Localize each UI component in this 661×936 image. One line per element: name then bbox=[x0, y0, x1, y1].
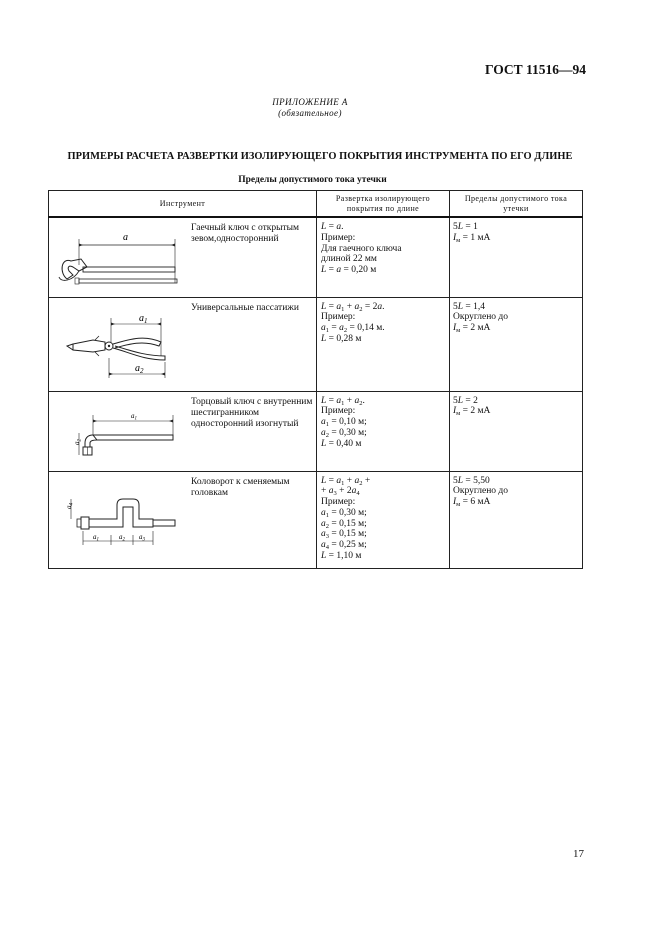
pliers-icon bbox=[53, 300, 185, 388]
col-limit-header-line1: Пределы допустимого тока bbox=[464, 193, 568, 203]
table-row bbox=[49, 217, 583, 297]
table-title: Пределы допустимого тока утечки bbox=[238, 175, 387, 185]
limit-rounded-label: Округлено до bbox=[453, 486, 509, 497]
calc-value: $a_1 = 0,30$ м; bbox=[321, 507, 367, 519]
calc-formula: $L = a_1 + a_2$. bbox=[321, 395, 365, 407]
limit-cell bbox=[450, 391, 583, 471]
calc-value: $a_1 = a_2 = 0,14$ м. bbox=[321, 323, 385, 335]
fig-label-a2: $a_2$ bbox=[73, 438, 83, 445]
fig-label-a: a bbox=[123, 232, 128, 243]
tool-cell bbox=[49, 391, 317, 471]
calc-value: $a_3 = 0,15$ м; bbox=[321, 529, 367, 541]
appendix-note: (обязательное) bbox=[278, 108, 342, 118]
fig-label-a1: $a_1$ bbox=[93, 532, 99, 542]
calc-formula: $L = a_1 + a_2$ + bbox=[321, 475, 371, 487]
limit-cell bbox=[450, 217, 583, 297]
leakage-table bbox=[48, 190, 583, 569]
calc-cell bbox=[317, 471, 450, 568]
appendix-title: ПРИЛОЖЕНИЕ А bbox=[272, 97, 348, 107]
page-title: ПРИМЕРЫ РАСЧЕТА РАЗВЕРТКИ ИЗОЛИРУЮЩЕГО ПОКРЫТИЯ ИНСТРУМЕНТА ПО ЕГО ДЛИНЕ bbox=[67, 151, 573, 162]
appendix-label bbox=[0, 97, 620, 119]
tool-name: Гаечный ключ с открытым зевом,односторонний bbox=[191, 223, 300, 244]
limit-current: $I_м = 2$ мА bbox=[453, 406, 491, 418]
calc-example-label: Пример: bbox=[321, 497, 356, 508]
calc-value: $a_1 = 0,10$ м; bbox=[321, 417, 367, 429]
limit-5l: 5L = 2 bbox=[453, 395, 478, 406]
calc-note-line: длиной 22 мм bbox=[321, 254, 377, 265]
fig-label-a3: $a_3$ bbox=[139, 532, 145, 542]
limit-cell bbox=[450, 297, 583, 391]
calc-example-label: Пример: bbox=[321, 232, 356, 243]
tool-cell bbox=[49, 471, 317, 568]
socket-wrench-icon bbox=[53, 395, 185, 467]
fig-label-a1: $a_1$ bbox=[131, 411, 137, 421]
fig-label-a1: $a_1$ bbox=[139, 312, 148, 325]
calc-result: L = 0,40 м bbox=[321, 438, 362, 449]
table-row bbox=[49, 297, 583, 391]
calc-value: $a_2 = 0,15$ м; bbox=[321, 518, 367, 530]
col-tool-header: Инструмент bbox=[49, 191, 317, 218]
limit-5l: 5L = 1,4 bbox=[453, 301, 486, 312]
tool-name: Торцовый ключ с внутренним шестигранником односторонний изогнутый bbox=[191, 396, 313, 429]
fig-label-a2: $a_2$ bbox=[119, 532, 125, 542]
crank-brace-icon bbox=[53, 475, 185, 565]
tool-cell bbox=[49, 217, 317, 297]
table-row bbox=[49, 471, 583, 568]
tool-cell bbox=[49, 297, 317, 391]
calc-result: L = a = 0,20 м bbox=[321, 265, 377, 276]
col-calc-header bbox=[317, 191, 450, 218]
open-wrench-icon bbox=[53, 221, 185, 295]
limit-current: $I_м = 2$ мА bbox=[453, 323, 491, 335]
tool-name: Универсальные пассатижи bbox=[191, 302, 299, 313]
limit-5l: 5L = 5,50 bbox=[453, 475, 490, 486]
calc-result: L = 1,10 м bbox=[321, 551, 362, 562]
fig-label-a2: $a_2$ bbox=[135, 362, 144, 375]
calc-example-label: Пример: bbox=[321, 312, 356, 323]
calc-value: $a_2 = 0,30$ м; bbox=[321, 427, 367, 439]
calc-formula: $L = a_1 + a_2 = 2a$. bbox=[321, 301, 385, 313]
calc-note-line: Для гаечного ключа bbox=[321, 243, 402, 254]
limit-5l: 5L = 1 bbox=[453, 222, 478, 232]
calc-formula: L = a. bbox=[321, 222, 344, 232]
col-limit-header bbox=[450, 191, 583, 218]
standard-number: ГОСТ 11516—94 bbox=[484, 62, 586, 77]
limit-rounded-label: Округлено до bbox=[453, 312, 509, 323]
tool-name: Коловорот к сменяемым головкам bbox=[191, 476, 290, 498]
calc-result: L = 0,28 м bbox=[321, 333, 362, 344]
table-header-row bbox=[49, 191, 583, 218]
calc-value: $a_4 = 0,25$ м; bbox=[321, 540, 367, 552]
col-calc-header-line2: покрытия по длине bbox=[346, 203, 420, 213]
calc-example-label: Пример: bbox=[321, 406, 356, 417]
page-number: 17 bbox=[573, 848, 584, 860]
limit-cell bbox=[450, 471, 583, 568]
calc-cell bbox=[317, 297, 450, 391]
calc-formula-cont: + $a_3 + 2a_4$ bbox=[321, 486, 360, 498]
calc-cell bbox=[317, 391, 450, 471]
calc-cell bbox=[317, 217, 450, 297]
col-limit-header-line2: утечки bbox=[503, 203, 529, 213]
col-calc-header-line1: Развертка изолирующего bbox=[335, 193, 431, 203]
fig-label-a4: $a_4$ bbox=[65, 502, 75, 509]
table-row bbox=[49, 391, 583, 471]
limit-current: $I_м = 1$ мА bbox=[453, 232, 491, 244]
limit-current: $I_м = 6$ мА bbox=[453, 497, 491, 509]
